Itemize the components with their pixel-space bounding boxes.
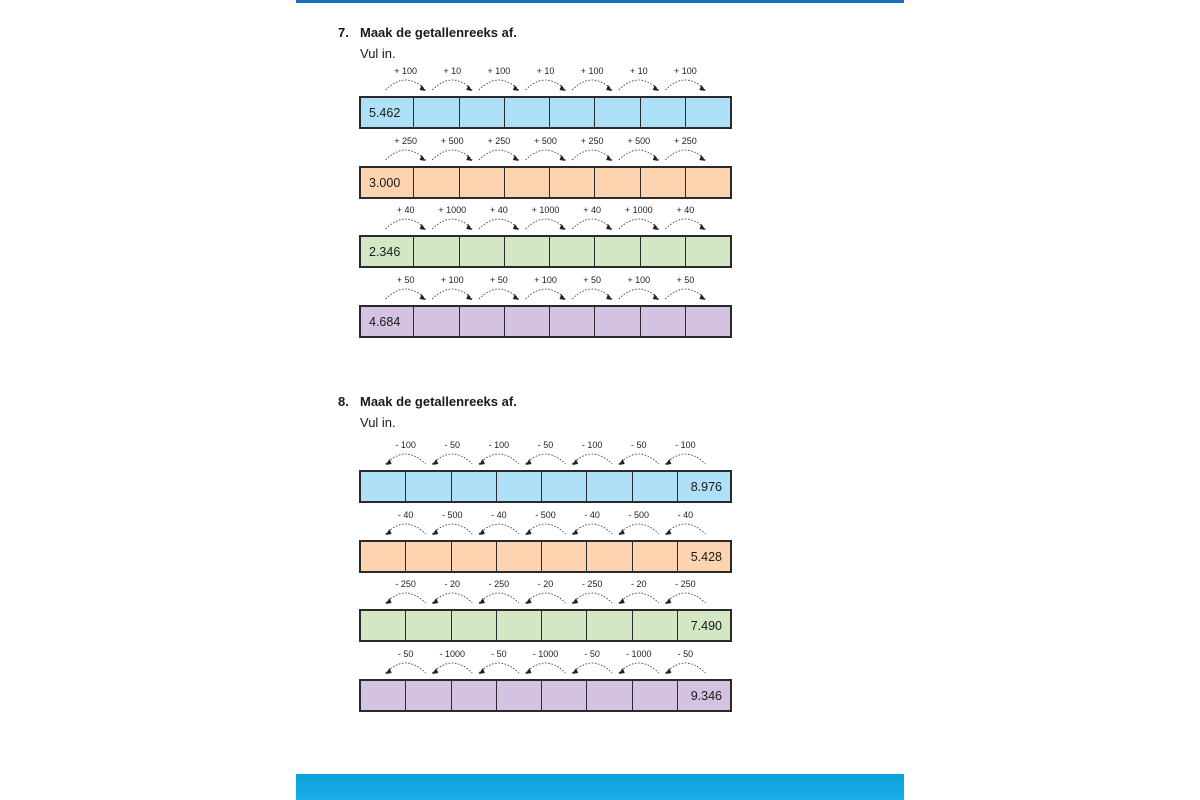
- exercise-instruction: Vul in.: [360, 46, 396, 61]
- answer-box[interactable]: [685, 237, 730, 266]
- answer-box[interactable]: [459, 98, 504, 127]
- answer-box[interactable]: [632, 542, 677, 571]
- step-label: + 10: [536, 66, 555, 76]
- exercise-number: 7.: [338, 25, 349, 40]
- step-arcs: [359, 205, 732, 231]
- answer-box[interactable]: [496, 542, 541, 571]
- arcs-svg: [359, 579, 732, 605]
- step-arc: [526, 219, 566, 229]
- step-label: - 50: [397, 649, 414, 659]
- step-arc: [665, 454, 705, 464]
- step-arc: [432, 524, 472, 534]
- answer-box[interactable]: [451, 681, 496, 710]
- step-label: - 50: [630, 440, 647, 450]
- step-arc: [619, 219, 659, 229]
- given-number: 3.000: [369, 175, 401, 190]
- step-label: + 100: [627, 275, 651, 285]
- step-label: + 250: [487, 136, 511, 146]
- number-strip: [359, 540, 732, 573]
- step-label: - 20: [537, 579, 554, 589]
- step-arc: [479, 289, 519, 299]
- exercise-title: Maak de getallenreeks af.: [360, 394, 517, 409]
- step-arc: [479, 150, 519, 160]
- answer-box[interactable]: [459, 168, 504, 197]
- answer-box[interactable]: [405, 611, 450, 640]
- step-arcs: [359, 66, 732, 92]
- step-label: + 1000: [531, 205, 560, 215]
- answer-box[interactable]: [496, 611, 541, 640]
- step-label: + 40: [489, 205, 508, 215]
- step-arc: [479, 454, 519, 464]
- step-label: - 40: [584, 510, 600, 520]
- step-label: + 50: [583, 275, 602, 285]
- given-number: 9.346: [677, 681, 730, 710]
- step-label: - 20: [444, 579, 460, 589]
- answer-box[interactable]: [549, 98, 594, 127]
- step-arc: [526, 524, 566, 534]
- answer-box[interactable]: [451, 542, 496, 571]
- step-arc: [386, 663, 426, 673]
- step-label: + 250: [673, 136, 697, 146]
- answer-box[interactable]: [586, 611, 631, 640]
- answer-box[interactable]: [640, 237, 685, 266]
- step-label: - 1000: [625, 649, 652, 659]
- answer-box[interactable]: [632, 472, 677, 501]
- step-label: - 1000: [439, 649, 466, 659]
- answer-box[interactable]: [496, 472, 541, 501]
- given-number: 5.462: [369, 105, 401, 120]
- step-label: + 100: [673, 66, 697, 76]
- step-arc: [432, 219, 472, 229]
- answer-box[interactable]: [586, 681, 631, 710]
- given-number: 2.346: [369, 244, 401, 259]
- step-arc: [619, 663, 659, 673]
- step-arc: [386, 150, 426, 160]
- step-arc: [665, 663, 705, 673]
- answer-box[interactable]: [504, 98, 549, 127]
- number-strip: [359, 609, 732, 642]
- step-label: + 10: [443, 66, 462, 76]
- step-arc: [526, 289, 566, 299]
- step-arc: [386, 454, 426, 464]
- step-arc: [432, 80, 472, 90]
- step-label: - 100: [395, 440, 416, 450]
- step-arc: [572, 150, 612, 160]
- given-number: 4.684: [369, 314, 401, 329]
- step-label: + 10: [629, 66, 648, 76]
- step-arc: [619, 524, 659, 534]
- step-label: + 50: [396, 275, 415, 285]
- step-arc: [526, 593, 566, 603]
- step-label: - 500: [628, 510, 649, 520]
- step-label: - 50: [584, 649, 600, 659]
- number-strip: [359, 679, 732, 712]
- step-label: - 250: [581, 579, 603, 589]
- answer-box[interactable]: [361, 611, 405, 640]
- step-arc: [479, 219, 519, 229]
- number-strip: [359, 166, 732, 199]
- step-label: + 100: [534, 275, 557, 285]
- answer-box[interactable]: [549, 168, 594, 197]
- step-label: - 250: [675, 579, 696, 589]
- step-arc: [619, 289, 659, 299]
- answer-box[interactable]: [632, 611, 677, 640]
- step-arc: [619, 150, 659, 160]
- given-number: 8.976: [677, 472, 730, 501]
- step-label: - 250: [395, 579, 416, 589]
- step-arc: [619, 80, 659, 90]
- step-arc: [572, 289, 612, 299]
- step-label: - 40: [491, 510, 507, 520]
- answer-box[interactable]: [586, 472, 631, 501]
- number-strip: [359, 235, 732, 268]
- answer-box[interactable]: [541, 611, 586, 640]
- answer-box[interactable]: [594, 98, 639, 127]
- step-label: + 1000: [624, 205, 653, 215]
- answer-box[interactable]: [405, 681, 450, 710]
- step-label: - 100: [581, 440, 603, 450]
- step-arc: [572, 80, 612, 90]
- answer-box[interactable]: [594, 307, 639, 336]
- step-arc: [432, 289, 472, 299]
- step-arc: [665, 219, 705, 229]
- answer-box[interactable]: [361, 542, 405, 571]
- answer-box[interactable]: [504, 307, 549, 336]
- step-label: + 40: [583, 205, 602, 215]
- step-arc: [479, 524, 519, 534]
- answer-box[interactable]: [361, 681, 405, 710]
- step-label: - 250: [488, 579, 510, 589]
- step-label: - 40: [677, 510, 694, 520]
- answer-box[interactable]: [451, 472, 496, 501]
- step-arc: [432, 663, 472, 673]
- number-strip: [359, 96, 732, 129]
- step-arcs: [359, 275, 732, 301]
- step-label: + 500: [627, 136, 651, 146]
- number-strip: [359, 470, 732, 503]
- step-arc: [572, 593, 612, 603]
- step-label: + 100: [487, 66, 511, 76]
- arcs-svg: [359, 649, 732, 675]
- step-arc: [665, 80, 705, 90]
- step-arcs: [359, 510, 732, 536]
- step-arc: [619, 593, 659, 603]
- arcs-svg: [359, 205, 732, 231]
- answer-box[interactable]: [405, 472, 450, 501]
- answer-box[interactable]: [640, 98, 685, 127]
- step-label: + 500: [534, 136, 557, 146]
- answer-box[interactable]: [640, 168, 685, 197]
- answer-box[interactable]: [640, 307, 685, 336]
- answer-box[interactable]: [413, 237, 458, 266]
- answer-box[interactable]: [413, 307, 458, 336]
- answer-box[interactable]: [549, 307, 594, 336]
- answer-box[interactable]: [504, 237, 549, 266]
- given-number: 5.428: [677, 542, 730, 571]
- arcs-svg: [359, 136, 732, 162]
- step-arc: [386, 80, 426, 90]
- step-label: + 500: [440, 136, 464, 146]
- step-arc: [432, 593, 472, 603]
- answer-box[interactable]: [361, 472, 405, 501]
- step-arc: [386, 289, 426, 299]
- step-label: + 40: [676, 205, 695, 215]
- answer-box[interactable]: [413, 98, 458, 127]
- step-arc: [572, 454, 612, 464]
- step-label: + 100: [580, 66, 604, 76]
- step-label: + 40: [396, 205, 415, 215]
- arcs-svg: [359, 440, 732, 466]
- answer-box[interactable]: [459, 237, 504, 266]
- answer-box[interactable]: [632, 681, 677, 710]
- step-arc: [479, 593, 519, 603]
- step-arcs: [359, 136, 732, 162]
- answer-box[interactable]: [459, 307, 504, 336]
- step-label: + 250: [394, 136, 418, 146]
- answer-box[interactable]: [541, 681, 586, 710]
- step-arc: [526, 454, 566, 464]
- step-arc: [619, 454, 659, 464]
- answer-box[interactable]: [451, 611, 496, 640]
- step-arc: [665, 524, 705, 534]
- step-label: - 500: [535, 510, 556, 520]
- answer-box[interactable]: [685, 168, 730, 197]
- step-label: - 20: [630, 579, 647, 589]
- answer-box[interactable]: [496, 681, 541, 710]
- step-label: - 100: [675, 440, 696, 450]
- step-label: - 50: [444, 440, 460, 450]
- step-label: - 100: [488, 440, 510, 450]
- step-arc: [572, 524, 612, 534]
- step-label: + 100: [440, 275, 464, 285]
- step-arc: [432, 150, 472, 160]
- answer-box[interactable]: [549, 237, 594, 266]
- answer-box[interactable]: [685, 98, 730, 127]
- footer-bar: [296, 774, 904, 800]
- step-arcs: [359, 440, 732, 466]
- answer-box[interactable]: [594, 168, 639, 197]
- number-strip: [359, 305, 732, 338]
- step-arc: [526, 150, 566, 160]
- answer-box[interactable]: [541, 542, 586, 571]
- step-label: + 50: [489, 275, 508, 285]
- answer-box[interactable]: [405, 542, 450, 571]
- step-arc: [665, 150, 705, 160]
- exercise-instruction: Vul in.: [360, 415, 396, 430]
- step-arcs: [359, 579, 732, 605]
- answer-box[interactable]: [504, 168, 549, 197]
- step-label: + 100: [394, 66, 418, 76]
- step-label: - 1000: [532, 649, 559, 659]
- arcs-svg: [359, 66, 732, 92]
- step-label: - 500: [441, 510, 463, 520]
- answer-box[interactable]: [594, 237, 639, 266]
- step-arc: [665, 289, 705, 299]
- page-number: 9: [1180, 784, 1186, 796]
- step-label: + 250: [580, 136, 604, 146]
- step-label: - 50: [491, 649, 507, 659]
- answer-box[interactable]: [586, 542, 631, 571]
- footer-title: Getallen & Getalrelaties D: [1040, 784, 1156, 796]
- answer-box[interactable]: [413, 168, 458, 197]
- answer-box[interactable]: [685, 307, 730, 336]
- step-label: + 1000: [438, 205, 467, 215]
- step-arc: [526, 80, 566, 90]
- step-arc: [386, 219, 426, 229]
- step-arc: [386, 593, 426, 603]
- given-number: 7.490: [677, 611, 730, 640]
- step-label: + 50: [676, 275, 695, 285]
- step-arc: [432, 454, 472, 464]
- step-arc: [572, 219, 612, 229]
- step-arc: [479, 663, 519, 673]
- step-arc: [572, 663, 612, 673]
- step-arc: [526, 663, 566, 673]
- answer-box[interactable]: [541, 472, 586, 501]
- arcs-svg: [359, 510, 732, 536]
- step-label: - 40: [397, 510, 414, 520]
- exercise-title: Maak de getallenreeks af.: [360, 25, 517, 40]
- step-arc: [479, 80, 519, 90]
- step-label: - 50: [677, 649, 694, 659]
- exercise-number: 8.: [338, 394, 349, 409]
- header-rule: [296, 0, 904, 3]
- step-label: - 50: [537, 440, 554, 450]
- step-arc: [665, 593, 705, 603]
- step-arcs: [359, 649, 732, 675]
- step-arc: [386, 524, 426, 534]
- arcs-svg: [359, 275, 732, 301]
